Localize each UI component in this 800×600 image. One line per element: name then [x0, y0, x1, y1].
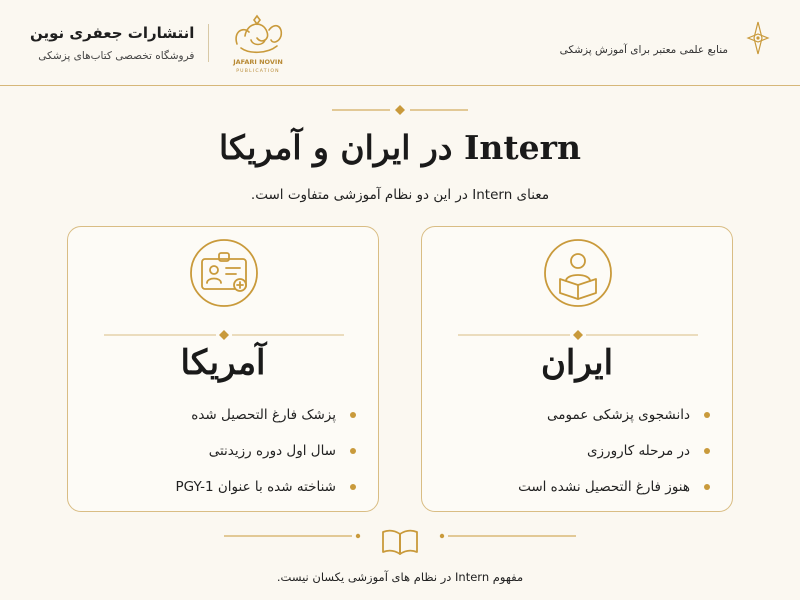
- list-item: [518, 397, 710, 433]
- card-iran: [421, 226, 733, 512]
- header: [0, 0, 800, 86]
- bullet-icon: [704, 448, 710, 454]
- bullet-icon: [350, 448, 356, 454]
- header-tagline: منابع علمی معتبر برای آموزش پزشکی: [559, 44, 728, 56]
- footer-line-left: [224, 531, 364, 541]
- list-item: [176, 469, 356, 505]
- reading-person-icon: [542, 237, 614, 309]
- page-subtitle: معنای Intern در این دو نظام آموزشی متفاوت است.: [250, 187, 550, 203]
- list-item-text: شناخته شده با عنوان PGY-1: [175, 479, 336, 495]
- bullet-icon: [350, 484, 356, 490]
- bullet-icon: [704, 412, 710, 418]
- id-badge-medical-icon: [188, 237, 260, 309]
- list-item-text: هنوز فارغ التحصیل نشده است: [518, 479, 690, 495]
- brand-text: [30, 24, 209, 62]
- list-item: [176, 397, 356, 433]
- logo-text-2: PUBLICATION: [236, 69, 281, 74]
- footer-text: مفهوم Intern در نظام های آموزشی یکسان نیست.: [276, 570, 524, 584]
- card-list-iran: [518, 397, 710, 505]
- jafari-novin-logo: [223, 10, 293, 76]
- logo-text-1: JAFARI NOVIN: [233, 58, 284, 66]
- title-divider: [332, 102, 468, 118]
- brand-tagline: فروشگاه تخصصی کتاب‌های پزشکی: [38, 50, 195, 62]
- card-title-usa: آمریکا: [180, 343, 266, 383]
- page-title: Intern در ایران و آمریکا: [218, 128, 582, 167]
- brand[interactable]: [30, 10, 293, 76]
- list-item-text: پزشک فارغ التحصیل شده: [191, 407, 336, 423]
- card-usa: [67, 226, 379, 512]
- list-item: [518, 469, 710, 505]
- open-book-icon: [380, 526, 420, 558]
- card-list-usa: [176, 397, 356, 505]
- card-title-iran: ایران: [540, 343, 614, 383]
- list-item-text: سال اول دوره رزیدنتی: [208, 443, 336, 459]
- list-item: [518, 433, 710, 469]
- bullet-icon: [350, 412, 356, 418]
- ornament-star-icon: [744, 18, 772, 58]
- footer-line-right: [436, 531, 576, 541]
- card-divider: [458, 329, 698, 341]
- list-item-text: در مرحله کارورزی: [586, 443, 690, 459]
- brand-name: انتشارات جعفری نوین: [30, 24, 195, 42]
- card-divider: [104, 329, 344, 341]
- list-item: [176, 433, 356, 469]
- bullet-icon: [704, 484, 710, 490]
- list-item-text: دانشجوی پزشکی عمومی: [547, 407, 690, 423]
